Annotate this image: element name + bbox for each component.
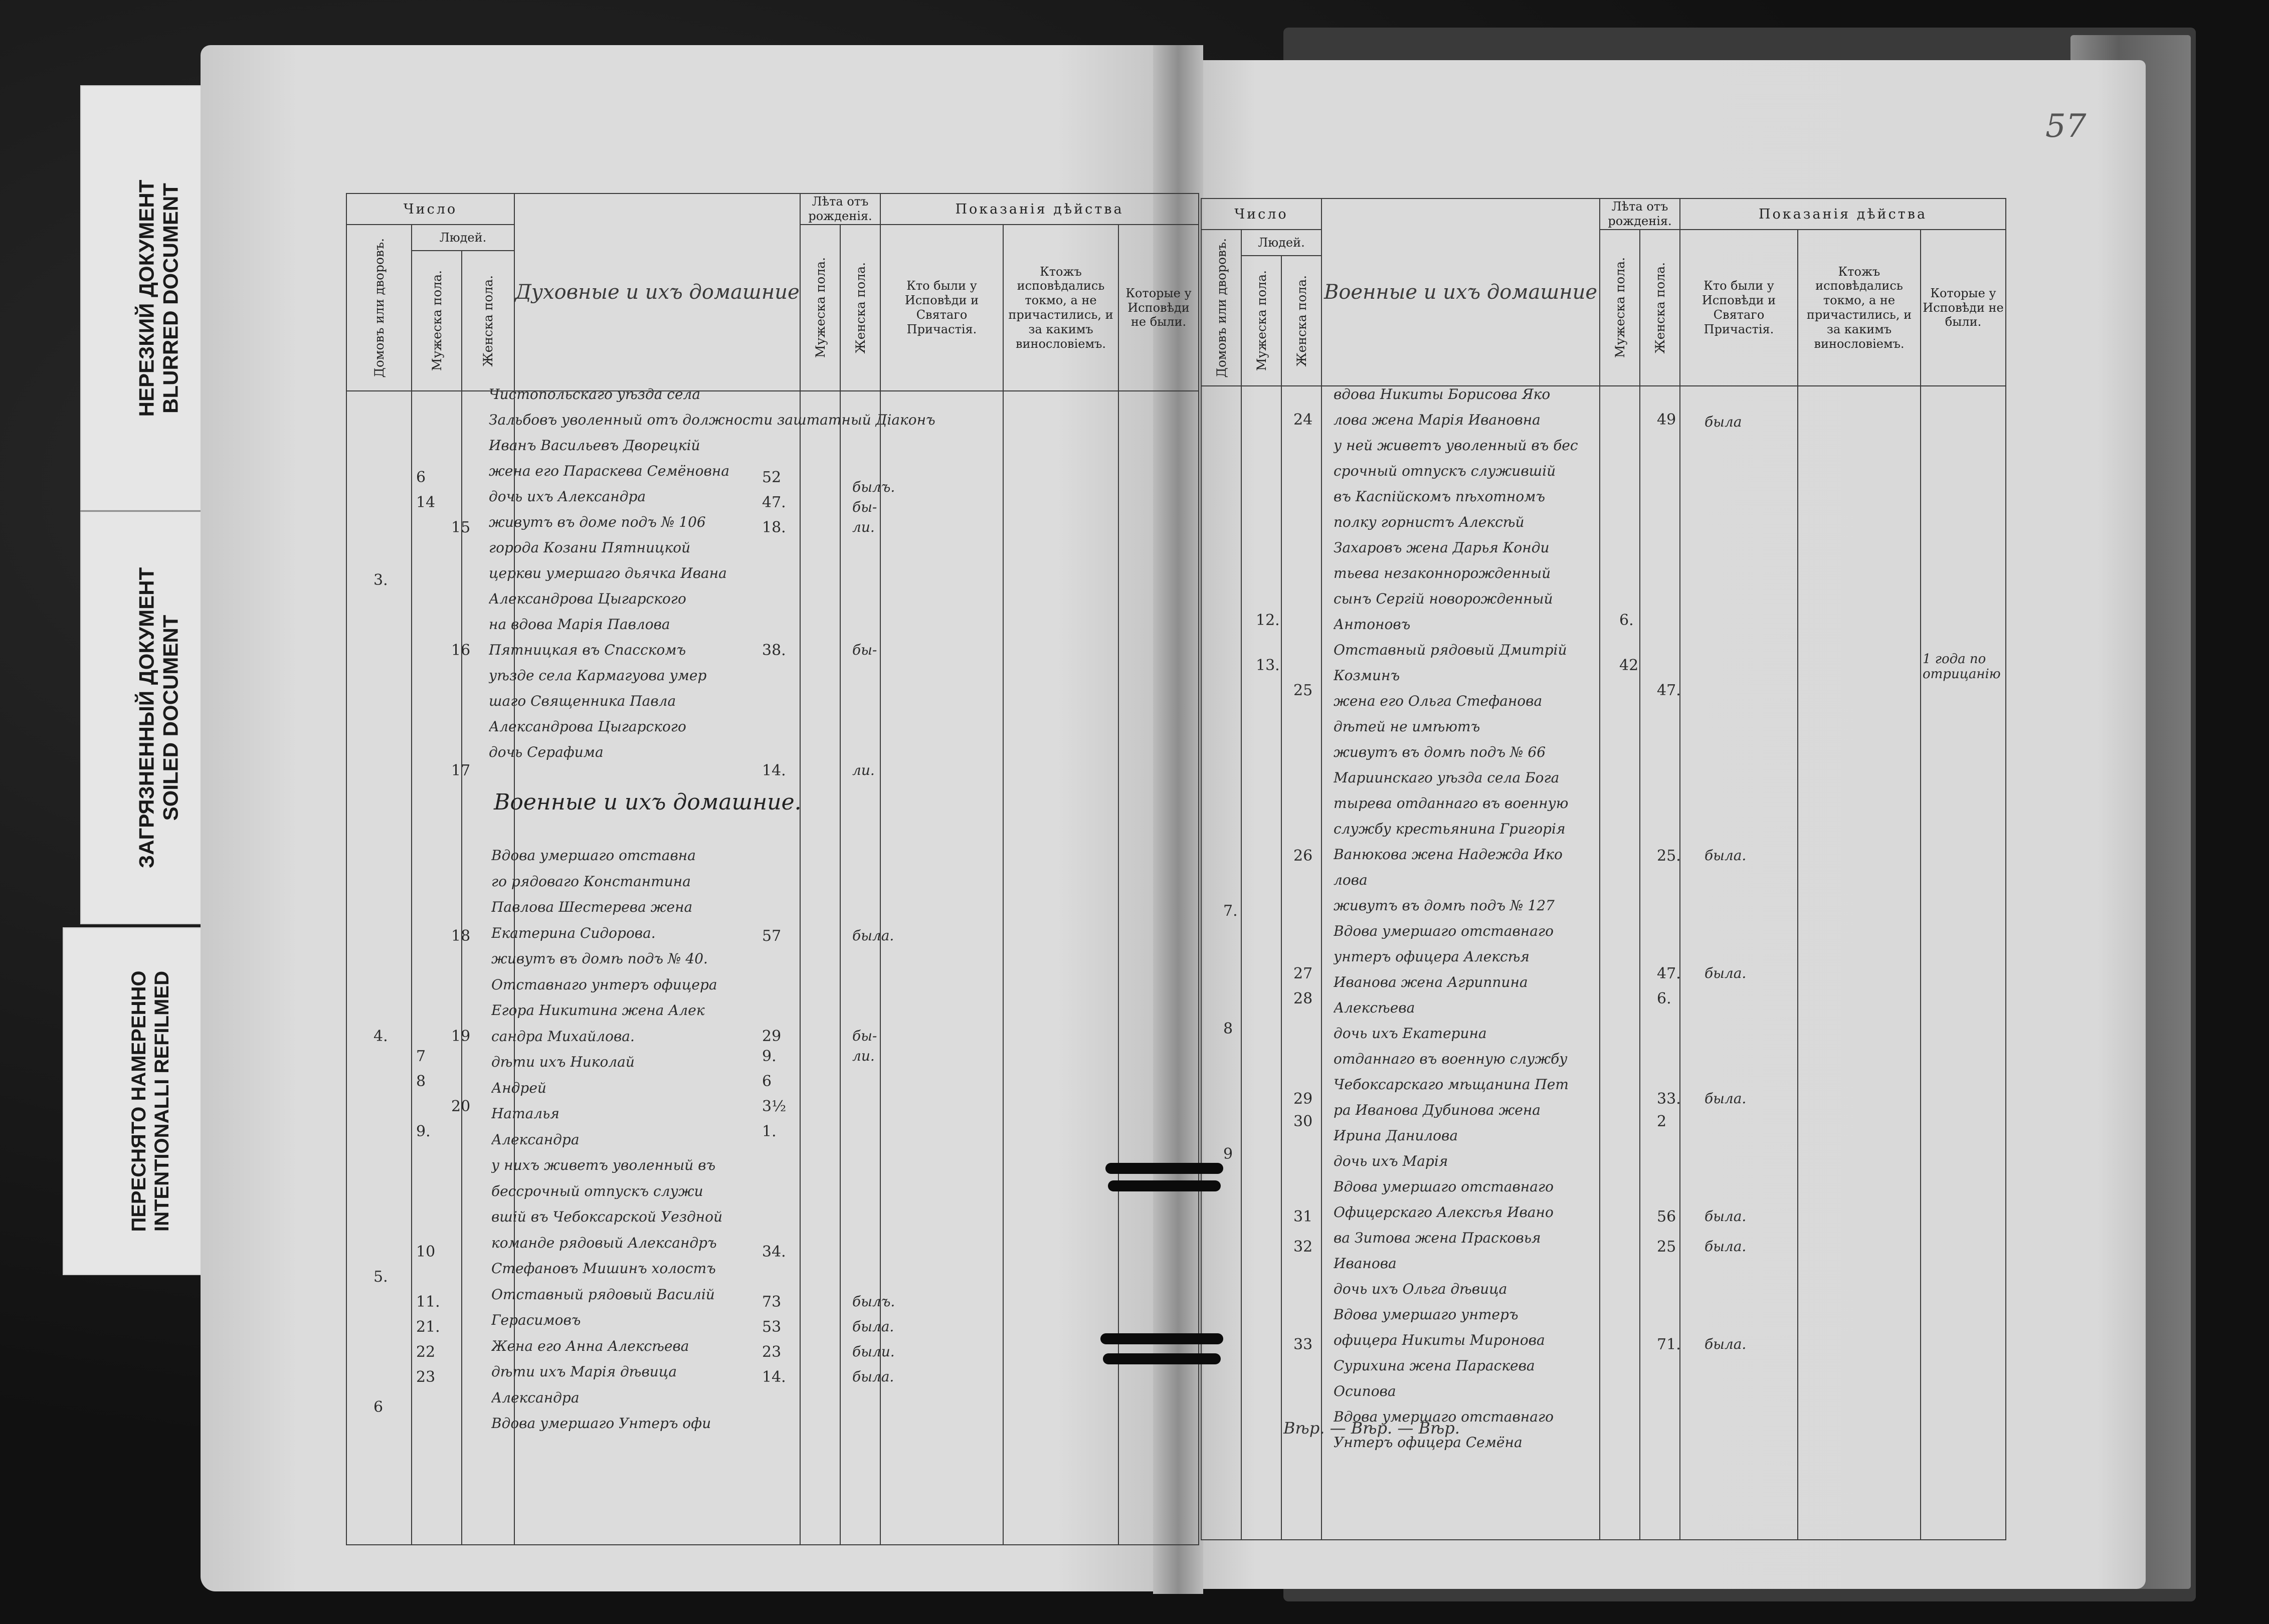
header-leta-zhen: Женска пола.	[853, 262, 868, 354]
entry-text: сандра Михайлова.	[491, 1028, 635, 1045]
entry-text: Унтеръ офицера Семёна	[1334, 1434, 1523, 1451]
entry-text: ра Иванова Дубинова жена	[1334, 1102, 1541, 1118]
confession-mark: была.	[852, 927, 894, 944]
page-number: 57	[2045, 108, 2087, 145]
entry-text: Отставнаго унтеръ офицера	[491, 976, 717, 993]
entry-text: вшій въ Чебоксарской Уездной	[491, 1208, 723, 1225]
count-number: 31	[1293, 1208, 1313, 1226]
entry-text: у нихъ живетъ уволенный въ	[491, 1157, 716, 1173]
confession-mark: была.	[1705, 847, 1747, 864]
header-pokazaniya: Показанія дѣйства	[880, 193, 1199, 225]
slip-label-ru: ЗАГРЯЗНЕННЫЙ ДОКУМЕНТ	[134, 567, 158, 869]
entry-text: тьева незаконнорожденный	[1334, 565, 1551, 581]
header-lyudey: Людей.	[1241, 230, 1321, 256]
confession-mark: былъ.	[852, 479, 895, 495]
confession-mark: была.	[1705, 1090, 1747, 1107]
entry-text: Офицерскаго Алексѣя Ивано	[1334, 1204, 1554, 1221]
confession-mark: бы-	[852, 1028, 877, 1044]
entry-text: живутъ въ домѣ подъ № 40.	[491, 950, 708, 967]
count-number: 8	[1223, 1020, 1233, 1038]
header-col2: Ктожъ исповѣдались токмо, а не причастились, и за какимъ винословіемъ.	[1798, 230, 1921, 386]
age-value: 25	[1657, 1238, 1676, 1256]
entry-text: Стефановъ Мишинъ холостъ	[491, 1260, 716, 1277]
entry-text: отданнаго въ военную службу	[1334, 1051, 1568, 1067]
entry-text: жена его Параскева Семёновна	[489, 463, 730, 479]
age-value: 6.	[1657, 990, 1671, 1007]
entry-text: дочь ихъ Ольга дѣвица	[1334, 1281, 1507, 1297]
entry-text: живутъ въ доме подъ № 106	[489, 514, 706, 530]
count-number: 19	[451, 1028, 471, 1045]
entry-text: Вдова умершаго отставна	[491, 847, 696, 864]
entry-text: у ней живетъ уволенный въ бес	[1334, 437, 1578, 454]
slip-label-ru: ПЕРЕСНЯТО НАМЕРЕННО	[127, 970, 150, 1232]
section-heading: Военные и ихъ домашние.	[494, 789, 802, 815]
age-value: 2	[1657, 1113, 1667, 1130]
count-number: 24	[1293, 411, 1313, 429]
entry-text: бессрочный отпускъ служи	[491, 1182, 703, 1199]
confession-mark: бы-	[852, 642, 877, 658]
entry-text: Александра	[491, 1389, 580, 1406]
age-value: 14.	[762, 1368, 786, 1386]
age-value: 57	[762, 927, 782, 945]
count-number: 29	[1293, 1090, 1313, 1108]
age-value: 52	[762, 469, 782, 486]
entry-text: Отставный рядовый Дмитрій	[1334, 642, 1567, 658]
entry-text: дѣти ихъ Марія дѣвица	[491, 1363, 677, 1380]
confession-mark: бы-	[852, 499, 877, 515]
age-value: 42	[1619, 657, 1639, 674]
count-number: 8	[416, 1073, 426, 1090]
entry-text: уѣзде села Кармагуова умер	[489, 667, 707, 684]
header-muzh: Мужеска пола.	[1254, 270, 1269, 371]
entry-text: лова	[1334, 872, 1368, 888]
entry-text: Антоновъ	[1334, 616, 1411, 633]
entry-text: шаго Священника Павла	[489, 693, 676, 709]
age-value: 6	[762, 1073, 772, 1090]
count-number: 17	[451, 762, 471, 779]
count-number: 4.	[373, 1028, 388, 1045]
header-col1: Кто были у Исповѣди и Святаго Причастія.	[1680, 230, 1798, 386]
entry-text: Иванова	[1334, 1255, 1397, 1272]
age-value: 25.	[1657, 847, 1681, 865]
entry-text: Ванюкова жена Надежда Ико	[1334, 846, 1563, 863]
count-number: 9.	[416, 1123, 431, 1140]
entry-text: Осипова	[1334, 1383, 1396, 1399]
entry-text: Андрей	[491, 1079, 546, 1096]
entry-text: города Козани Пятницкой	[489, 539, 691, 556]
entry-text: Вдова умершаго унтеръ	[1334, 1306, 1519, 1323]
count-number: 10	[416, 1243, 436, 1261]
count-number: 32	[1293, 1238, 1313, 1256]
entry-text: жена его Ольга Стефанова	[1334, 693, 1543, 709]
age-value: 18.	[762, 519, 786, 536]
entry-text: го рядоваго Константина	[491, 873, 691, 890]
header-leta: Лѣта отъ рожденія.	[800, 193, 880, 225]
entry-text: дочь ихъ Марія	[1334, 1153, 1448, 1169]
entry-text: команде рядовый Александръ	[491, 1234, 717, 1251]
confession-mark: ли.	[852, 1048, 875, 1064]
header-col2: Ктожъ исповѣдались токмо, а не причастились, и за какимъ винословіемъ.	[1003, 225, 1118, 391]
entry-text: Герасимовъ	[491, 1312, 581, 1328]
entry-text: Екатерина Сидорова.	[491, 924, 656, 941]
confession-mark: ли.	[852, 519, 875, 535]
count-number: 3.	[373, 571, 388, 589]
count-number: 33	[1293, 1336, 1313, 1353]
header-chislo: Число	[1201, 198, 1321, 230]
age-value: 6.	[1619, 612, 1634, 629]
entry-text: на вдова Марія Павлова	[489, 616, 670, 633]
entry-text: дочь ихъ Александра	[489, 488, 646, 505]
header-col3: Которые у Исповѣди не были.	[1118, 225, 1199, 391]
right-register-table	[1201, 198, 2006, 1540]
count-number: 7.	[1223, 902, 1238, 920]
age-value: 38.	[762, 642, 786, 659]
age-value: 47.	[1657, 965, 1681, 982]
header-leta-zhen: Женска пола.	[1652, 262, 1667, 354]
count-number: 5.	[373, 1268, 388, 1286]
entry-text: Павлова Шестерева жена	[491, 899, 693, 915]
entry-text: дѣти ихъ Николай	[491, 1054, 635, 1070]
confession-mark: была	[1705, 414, 1742, 430]
entry-text: живутъ въ домѣ подъ № 127	[1334, 897, 1555, 914]
absence-note: 1 года по отрицанію	[1923, 652, 2001, 682]
header-lyudey: Людей.	[412, 225, 514, 251]
count-number: 28	[1293, 990, 1313, 1007]
entry-text: полку горнистъ Алексѣй	[1334, 514, 1525, 530]
count-number: 22	[416, 1343, 436, 1361]
entry-text: Иванъ Васильевъ Дворецкій	[489, 437, 700, 454]
slip-label-en: BLURRED DOCUMENT	[159, 182, 182, 414]
age-value: 71.	[1657, 1336, 1681, 1353]
age-value: 23	[762, 1343, 782, 1361]
entry-text: Козминъ	[1334, 667, 1400, 684]
binding-clip-lower-2	[1103, 1353, 1221, 1364]
header-col1: Кто были у Исповѣди и Святаго Причастія.	[880, 225, 1003, 391]
age-value: 3½	[762, 1098, 787, 1115]
age-value: 9.	[762, 1048, 777, 1065]
confession-mark: былъ.	[852, 1293, 895, 1310]
count-number: 27	[1293, 965, 1313, 982]
count-number: 18	[451, 927, 471, 945]
count-number: 15	[451, 519, 471, 536]
entry-text: дочь Серафима	[489, 744, 604, 760]
count-number: 11.	[416, 1293, 440, 1311]
entry-text: Сурихина жена Параскева	[1334, 1357, 1535, 1374]
age-value: 34.	[762, 1243, 786, 1261]
count-number: 13.	[1256, 657, 1280, 674]
confession-mark: была.	[1705, 1238, 1747, 1255]
entry-text: Вдова умершаго Унтеръ офи	[491, 1415, 711, 1432]
entry-text: вдова Никиты Борисова Яко	[1334, 386, 1551, 402]
age-value: 33.	[1657, 1090, 1681, 1108]
entry-text: лова жена Марія Ивановна	[1334, 412, 1541, 428]
age-value: 47.	[1657, 682, 1681, 699]
slip-label-en: SOILED DOCUMENT	[159, 615, 182, 821]
entry-text: Захаровъ жена Дарья Конди	[1334, 539, 1550, 556]
binding-clip-lower	[1100, 1333, 1223, 1344]
entry-text: въ Каспійскомъ пѣхотномъ	[1334, 488, 1546, 505]
header-right-title: Военные и ихъ домашние	[1321, 198, 1600, 386]
left-register-table	[346, 193, 1199, 1545]
entry-text: Чистопольскаго уѣзда села	[489, 386, 701, 402]
header-leta: Лѣта отъ рожденія.	[1600, 198, 1680, 230]
entry-text: унтеръ офицера Алексѣя	[1334, 948, 1530, 965]
confession-mark: была.	[852, 1368, 894, 1385]
header-left-title: Духовные и ихъ домашние	[514, 193, 800, 391]
entry-text: Пятницкая въ Спасскомъ	[489, 642, 686, 658]
count-number: 14	[416, 494, 436, 511]
entry-text: Иванова жена Агриппина	[1334, 974, 1528, 990]
entry-text: ва Зитова жена Прасковья	[1334, 1230, 1541, 1246]
age-value: 1.	[762, 1123, 777, 1140]
confession-mark: ли.	[852, 762, 875, 778]
count-number: 12.	[1256, 612, 1280, 629]
age-value: 53	[762, 1318, 782, 1336]
entry-text: Александрова Цыгарского	[489, 590, 686, 607]
binding-clip-upper-2	[1108, 1180, 1221, 1191]
header-zhen: Женска пола.	[1294, 275, 1309, 367]
header-muzh: Мужеска пола.	[429, 270, 444, 371]
age-value: 73	[762, 1293, 782, 1311]
entry-text: Отставный рядовый Василій	[491, 1286, 715, 1303]
entry-text: службу крестьянина Григорія	[1334, 821, 1566, 837]
entry-text: церкви умершаго дьячка Ивана	[489, 565, 727, 581]
count-number: 16	[451, 642, 471, 659]
count-number: 26	[1293, 847, 1313, 865]
confession-mark: была.	[1705, 965, 1747, 981]
header-leta-muzh: Мужеска пола.	[1612, 257, 1627, 358]
entry-text: Жена его Анна Алексѣева	[491, 1337, 689, 1354]
entry-text: офицера Никиты Миронова	[1334, 1332, 1545, 1348]
header-col3: Которые у Исповѣди не были.	[1921, 230, 2006, 386]
entry-text: Егора Никитина жена Алек	[491, 1002, 705, 1019]
count-number: 6	[416, 469, 426, 486]
verification-marks: Вѣр. — Вѣр. — Вѣр.	[1283, 1418, 1460, 1438]
count-number: 6	[373, 1398, 384, 1416]
count-number: 25	[1293, 682, 1313, 699]
confession-mark: были.	[852, 1343, 895, 1360]
slip-label-en: INTENTIONALLI REFILMED	[150, 971, 173, 1232]
entry-text: Мариинскаго уѣзда села Бога	[1334, 769, 1560, 786]
confession-mark: была.	[852, 1318, 894, 1335]
binding-clip-upper	[1105, 1163, 1223, 1174]
header-domov: Домовъ или дворовъ.	[371, 238, 387, 378]
count-number: 23	[416, 1368, 436, 1386]
entry-text: дѣтей не имѣютъ	[1334, 718, 1480, 735]
entry-text: срочный отпускъ служившій	[1334, 463, 1556, 479]
age-value: 49	[1657, 411, 1676, 429]
count-number: 20	[451, 1098, 471, 1115]
entry-text: Наталья	[491, 1105, 559, 1122]
count-number: 30	[1293, 1113, 1313, 1130]
header-zhen: Женска пола.	[481, 275, 495, 367]
confession-mark: была.	[1705, 1336, 1747, 1352]
entry-text: тырева отданнаго въ военную	[1334, 795, 1569, 811]
entry-text: Вдова умершаго отставнаго	[1334, 923, 1554, 939]
header-domov: Домовъ или дворовъ.	[1214, 238, 1229, 378]
entry-text: Чебоксарскаго мѣщанина Пет	[1334, 1076, 1569, 1093]
count-number: 9	[1223, 1145, 1233, 1163]
entry-text: Александрова Цыгарского	[489, 718, 686, 735]
header-pokazaniya: Показанія дѣйства	[1680, 198, 2006, 230]
entry-text: Вдова умершаго отставнаго	[1334, 1408, 1554, 1425]
entry-text: сынъ Сергій новорожденный	[1334, 590, 1553, 607]
age-value: 14.	[762, 762, 786, 779]
header-chislo: Число	[346, 193, 514, 225]
entry-text: Александра	[491, 1131, 580, 1148]
header-leta-muzh: Мужеска пола.	[813, 257, 828, 358]
count-number: 21.	[416, 1318, 440, 1336]
entry-text: Алексѣева	[1334, 999, 1415, 1016]
confession-mark: была.	[1705, 1208, 1747, 1225]
age-value: 47.	[762, 494, 786, 511]
entry-text: живутъ въ домѣ подъ № 66	[1334, 744, 1546, 760]
age-value: 29	[762, 1028, 782, 1045]
age-value: 56	[1657, 1208, 1676, 1226]
slip-label-ru: НЕРЕЗКИЙ ДОКУМЕНТ	[134, 179, 158, 417]
count-number: 7	[416, 1048, 426, 1065]
entry-text: Зальбовъ уволенный отъ должности заштатный Діаконъ	[489, 412, 935, 428]
entry-text: Вдова умершаго отставнаго	[1334, 1178, 1554, 1195]
entry-text: дочь ихъ Екатерина	[1334, 1025, 1487, 1042]
entry-text: Ирина Данилова	[1334, 1127, 1458, 1144]
